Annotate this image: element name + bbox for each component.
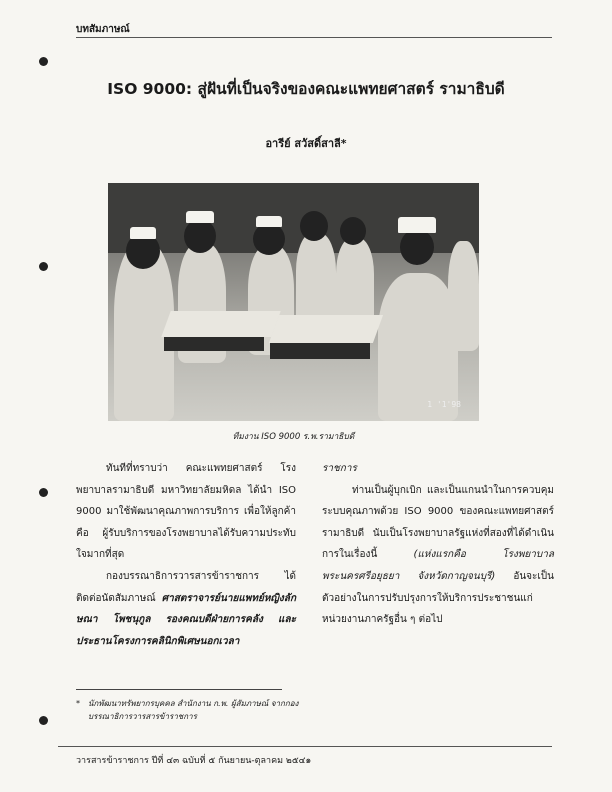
interviewee-name: ศาสตราจารย์นายแพทย์หญิงลักษณา โพชนุกูล รองคณบดีฝ่ายการคลัง และประธานโครงการคลินิกพิเศษนอกเวลา [76, 592, 296, 647]
photo-table [269, 315, 383, 343]
binder-hole-icon [39, 262, 48, 271]
photo-person [378, 273, 458, 421]
photo-caption: ทีมงาน ISO 9000 ร.พ.รามาธิบดี [232, 432, 355, 442]
footnote-marker: * [76, 699, 80, 708]
left-column [76, 458, 296, 652]
footnote [76, 697, 316, 723]
photo-person [256, 216, 282, 227]
article-title: ISO 9000: สู่ฝันที่เป็นจริงของคณะแพทยศาสตร์ รามาธิบดี [107, 80, 505, 98]
photo-table [164, 337, 264, 351]
photo-person [130, 227, 156, 239]
photo-person [398, 217, 436, 233]
photo-person [448, 241, 479, 351]
photo-date-stamp: 1 '1'98 [427, 400, 461, 409]
photo-person [300, 211, 328, 241]
photo-person [296, 233, 336, 328]
footnote-rule [76, 689, 282, 690]
photo-person [400, 229, 434, 265]
paragraph: ทันทีที่ทราบว่า คณะแพทยศาสตร์ โรงพยาบาลรามาธิบดี มหาวิทยาลัยมหิดล ได้นำ ISO 9000 มาใช้พัฒนาคุณภาพการบริการ เพื่อให้ลูกค้าคือ ผู้รับบริการของโรงพยาบาลได้รับความประทับใจมากที่สุด [76, 463, 296, 561]
paragraph-text: ท่านเป็นผู้บุกเบิก และเป็นแกนนำในการควบคุมระบบคุณภาพด้วย ISO 9000 ของคณะแพทยศาสตร์ รามาธิบดี นับเป็นโรงพยาบาลรัฐแห่งที่สองที่ได้ดำเนินการในเรื่องนี้ [322, 484, 554, 561]
paragraph-text: อันจะเป็นตัวอย่างในการปรับปรุงการให้บริการประชาชนแก่หน่วยงานภาครัฐอื่น ๆ ต่อไป [322, 570, 554, 626]
binder-hole-icon [39, 488, 48, 497]
footnote-text: นักพัฒนาทรัพยากรบุคคล สำนักงาน ก.พ. ผู้สัมภาษณ์ จากกองบรรณาธิการวารสารข้าราชการ [88, 699, 299, 721]
section-label: บทสัมภาษณ์ [76, 24, 130, 35]
header-rule [76, 37, 552, 38]
photo-person [253, 223, 285, 255]
footer-rule [58, 746, 552, 747]
photo-table [270, 343, 370, 359]
paragraph [76, 566, 296, 652]
binder-hole-icon [39, 716, 48, 725]
paragraph-italic: (แห่งแรกคือ โรงพยาบาลพระนครศรีอยุธยา จังหวัดกาญจนบุรี) [322, 549, 554, 582]
page-footer: วารสารข้าราชการ ปีที่ ๔๓ ฉบับที่ ๕ กันยายน-ตุลาคม ๒๕๔๑ [76, 756, 312, 766]
article-author: อารีย์ สวัสดิ์สาลี* [265, 137, 347, 150]
binder-hole-icon [39, 57, 48, 66]
photo-person [184, 219, 216, 253]
paragraph-text: กองบรรณาธิการวารสารข้าราชการ ได้ติดต่อนัดสัมภาษณ์ [76, 570, 296, 604]
team-photo [108, 183, 479, 421]
paragraph-continuation: ราชการ [322, 463, 357, 474]
photo-person [186, 211, 214, 223]
paragraph [322, 480, 554, 631]
photo-table [161, 311, 280, 337]
right-column [322, 458, 554, 631]
photo-person [340, 217, 366, 245]
